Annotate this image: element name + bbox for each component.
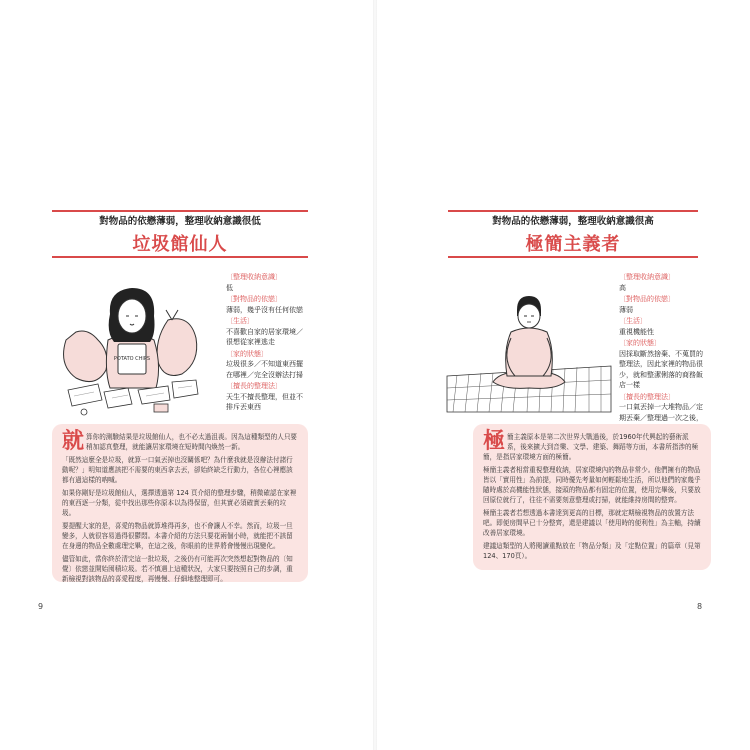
left-dropcap: 就 <box>62 429 85 454</box>
right-title: 極簡主義者 <box>525 234 621 255</box>
left-paragraph: 要提醒大家的是，喜愛的物品就算堆得再多，也不會讓人不幸。然而，垃圾一旦變多，人就很容易過得很鬱悶。本書介紹的方法只要花兩個小時，就能把不該留在身邊的物品全數處理完畢，在這之後，你眼前的世界將會慢慢出現變化。 <box>62 522 293 550</box>
chip-bag-label: POTATO CHIPS <box>113 356 151 362</box>
left-paragraph: 就算你的測驗結果是垃圾館仙人，也不必太過沮喪。因為這種類型的人只要稍加認真整理，就能讓居家環境在短時間內煥然一新。 <box>62 429 298 454</box>
left-top-rule <box>52 210 308 212</box>
right-info-value: 一口氣丟掉一大堆物品／定期丟棄／整理過一次之後， <box>619 403 703 422</box>
right-info-label: 〔擅長的整理法〕 <box>619 392 675 401</box>
right-paragraph: 極簡主義者相當重視整理收納，居家環境內的物品非常少。他們擁有的物品皆以「實用性」為前提，同時優先考量如何輕鬆地生活，所以他們的家幾乎隨時處於高機能性狀態，接頭的物品都有固定的位置，使用完畢後，只要放回原位就行了，往往不需要刻意整理或打掃，就能維持房間的整齊。 <box>483 466 701 504</box>
right-dropcap: 極 <box>483 429 506 454</box>
minimalist-illustration <box>443 290 615 414</box>
left-title: 垃圾館仙人 <box>132 234 228 255</box>
left-info-label: 〔生活〕 <box>226 317 254 325</box>
left-body-box <box>52 424 308 582</box>
garbage-bag-right <box>157 319 197 376</box>
right-info-value: 因採取斷然捨棄、不蒐買的整理法，因此家裡的物品很少，就和整潔俐落的商務飯店一樣 <box>619 349 703 389</box>
left-paragraph: 儘管如此，當你終於清完這一批垃圾，之後仍有可能再次突然想起對物品的〔知覺〕依戀並開始囤積垃圾。若不慎遇上這種狀況，大家只要按照自己的步調，重新檢視對該物品的喜愛程度，再慢慢、仔細地整理即可。 <box>62 555 293 583</box>
left-info-label: 〔擅長的整理法〕 <box>226 382 282 390</box>
person-face <box>518 304 540 328</box>
person-torso <box>506 328 553 376</box>
left-info-value: 薄弱，幾乎沒有任何依戀 <box>226 305 303 314</box>
left-page-number: 9 <box>38 602 44 611</box>
right-subtitle: 對物品的依戀薄弱，整理收納意識很高 <box>492 216 654 227</box>
left-info-value: 低 <box>226 283 233 292</box>
trash-hermit-illustration <box>58 270 206 418</box>
right-info-value: 高 <box>619 283 626 292</box>
right-paragraph: 建議這類型的人將閱讀重點放在「物品分類」及「定點位置」的篇章（見第124、170頁）。 <box>483 542 701 560</box>
right-top-rule <box>448 210 698 212</box>
right-body-box <box>473 424 711 570</box>
left-info-value: 天生不擅長整理，但並不排斥丟東西 <box>226 392 303 411</box>
right-info-label: 〔對物品的依戀〕 <box>619 295 675 303</box>
left-info-value: 不喜歡自家的居家環境／很想從家裡逃走 <box>226 327 303 346</box>
right-info-value: 薄弱 <box>619 305 633 314</box>
left-subtitle: 對物品的依戀薄弱，整理收納意識很低 <box>99 216 261 227</box>
right-paragraph: 極簡主義者若想透過本書達到更高的目標，那就定期檢視物品的放置方法吧。即便房間早已十分整齊，還是建議以「使用時的便利性」為主軸，持續改善居家環境。 <box>483 509 701 537</box>
left-info-value: 垃圾很多／不知道東西擺在哪裡／完全沒辦法打掃 <box>226 360 303 379</box>
left-info-label: 〔對物品的依戀〕 <box>226 295 282 303</box>
person-face <box>118 299 146 333</box>
right-info-value: 重視機能性 <box>619 327 654 336</box>
garbage-bag-left <box>64 331 107 382</box>
right-paragraph: 極簡主義原本是第二次世界大戰過後，於1960年代興起的藝術派系，後來擴大到音樂、文學、建築、舞蹈等方面，本書所指涉的極簡，是指居家環境方面的極簡。 <box>483 429 699 461</box>
right-info-list <box>619 272 703 435</box>
left-bottom-rule <box>52 256 308 258</box>
left-paragraph: 如果你剛好是垃圾館仙人，選擇透過第 124 頁介紹的整理步驟，稍微確認在家裡的東西逐一分類，從中找出那些你原本以為得保留，但其實必須確實丟棄的垃圾。 <box>62 489 297 517</box>
right-bottom-rule <box>448 256 698 258</box>
left-info-label: 〔整理收納意識〕 <box>226 273 282 281</box>
right-page <box>375 0 750 750</box>
right-info-label: 〔整理收納意識〕 <box>619 273 675 281</box>
right-info-label: 〔生活〕 <box>619 317 647 325</box>
left-info-list <box>226 272 308 414</box>
right-page-number: 8 <box>697 602 703 611</box>
left-info-label: 〔家的狀態〕 <box>226 349 268 358</box>
right-info-label: 〔家的狀態〕 <box>619 339 661 347</box>
left-paragraph: 「既然這麼全是垃圾，就算一口氣丟掉也沒關係吧？為什麼我就是沒辦法付諸行動呢？」明知道應該把不需要的東西拿去丟，卻始終缺乏行動力，各位心裡應該都有過這樣的吶喊。 <box>62 456 293 484</box>
